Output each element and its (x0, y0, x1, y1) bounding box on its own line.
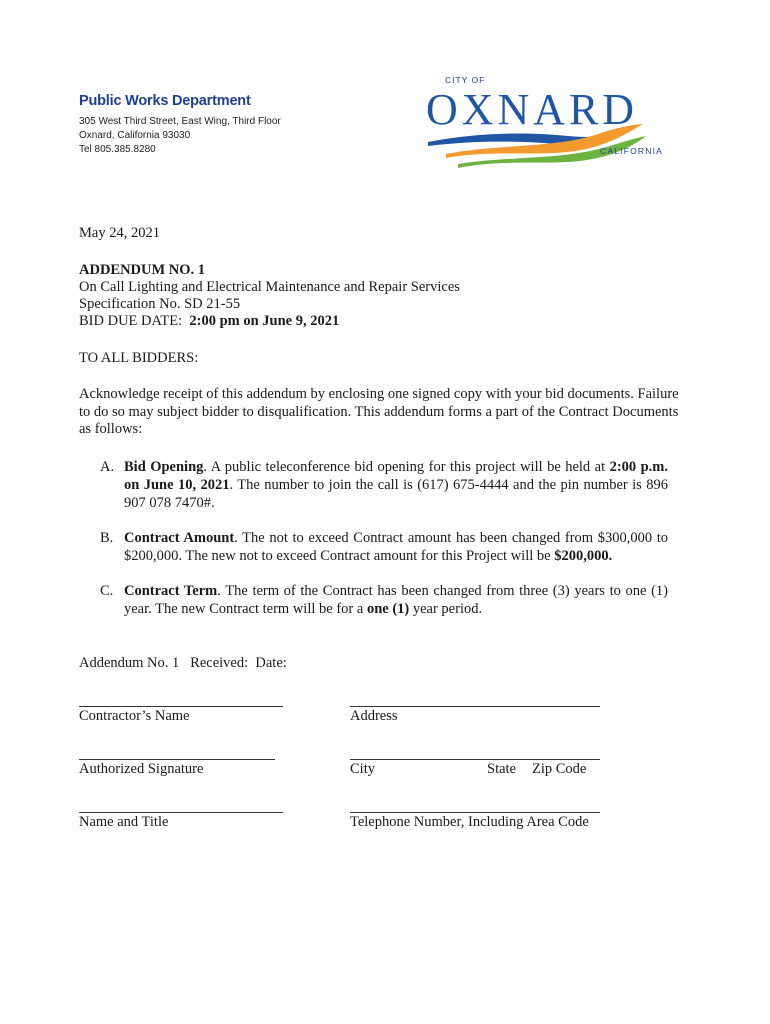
item-text: . The term of the Contract has been changed from three (3) years to one (1) year. The new Contract term will be for a (124, 583, 668, 617)
bid-due-value: 2:00 pm on June 9, 2021 (189, 313, 340, 329)
item-bold-text: one (1) (366, 601, 410, 617)
received-line: Addendum No. 1 Received: Date: (79, 655, 287, 671)
telephone-label: Telephone Number, Including Area Code (350, 814, 589, 830)
bid-due-date (79, 313, 339, 330)
item-bold-text: $200,000. (554, 548, 613, 564)
state-label: State (487, 761, 516, 777)
item-text: . The not to exceed Contract amount has been changed from $300,000 to $200,000. The new not to exceed Contract amount for this Project will be (124, 530, 668, 564)
item-letter: C. (100, 583, 114, 599)
addendum-title: ADDENDUM NO. 1 (79, 262, 206, 278)
authorized-signature-label: Authorized Signature (79, 761, 204, 777)
addendum-item-a (100, 458, 668, 512)
contractor-name-label: Contractor’s Name (79, 708, 190, 724)
authorized-signature-line[interactable] (79, 759, 275, 760)
address-line[interactable] (350, 706, 600, 707)
addendum-item-c (100, 582, 668, 618)
item-text-continued: . The number to join the call is (617) 675-4444 and the pin number is 896 907 078 7470#. (124, 477, 668, 511)
department-address-line1: 305 West Third Street, East Wing, Third Floor (79, 116, 281, 127)
department-name: Public Works Department (79, 93, 251, 109)
logo-california-text: CALIFORNIA (600, 146, 664, 156)
contractor-name-line[interactable] (79, 706, 283, 707)
item-letter: A. (100, 459, 115, 475)
bid-due-label: BID DUE DATE: (79, 313, 183, 329)
intro-paragraph: Acknowledge receipt of this addendum by enclosing one signed copy with your bid documents. Failure to do so may subject bidder to disqualification. This addendum forms a part of the Contract Documents as follows: (79, 386, 679, 437)
logo-city-of-text: CITY OF (445, 75, 486, 85)
telephone-line[interactable] (350, 812, 600, 813)
addendum-item-b (100, 529, 668, 565)
city-of-oxnard-logo (418, 70, 680, 170)
department-address-line2: Oxnard, California 93030 (79, 130, 191, 141)
item-letter: B. (100, 530, 114, 546)
letter-date: May 24, 2021 (79, 225, 160, 241)
item-text: . A public teleconference bid opening for this project will be held at (203, 459, 610, 475)
item-heading: Bid Opening (124, 459, 204, 475)
project-name: On Call Lighting and Electrical Maintenance and Repair Services (79, 279, 460, 295)
logo-oxnard-text: OXNARD (426, 85, 638, 134)
item-heading: Contract Term (124, 583, 218, 599)
specification-number: Specification No. SD 21-55 (79, 296, 241, 312)
item-bold-text: 2:00 p.m. on June 10, 2021 (124, 459, 668, 493)
salutation: TO ALL BIDDERS: (79, 350, 199, 366)
city-label: City (350, 761, 375, 777)
zip-code-label: Zip Code (532, 761, 587, 777)
department-phone: Tel 805.385.8280 (79, 144, 156, 155)
item-heading: Contract Amount (124, 530, 235, 546)
item-text-continued: year period. (409, 601, 483, 617)
name-title-line[interactable] (79, 812, 283, 813)
name-title-label: Name and Title (79, 814, 169, 830)
city-state-zip-line[interactable] (350, 759, 600, 760)
address-label: Address (350, 708, 398, 724)
